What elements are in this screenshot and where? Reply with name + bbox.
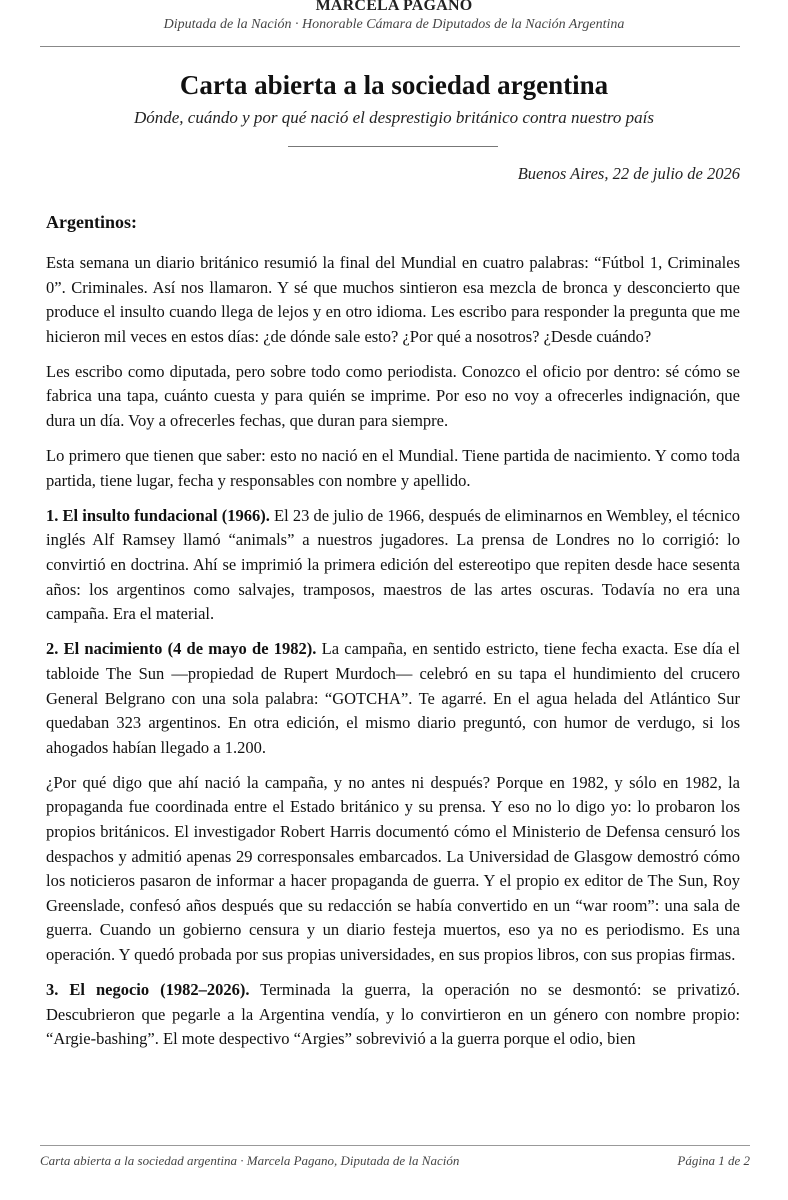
author-name: MARCELA PAGANO <box>315 0 473 14</box>
greeting: Argentinos: <box>46 212 137 232</box>
paragraph-text: Terminada la guerra, la operación no se desmontó: se privatizó. Descubrieron que pegarle a la Argentina vendía, y lo convirtieron en un género con nombre propio: “Argie-bashing”. El mote despectivo “Argies” sobrevivió a la guerra porque el odio, bien <box>46 980 740 1049</box>
paragraph <box>46 504 740 627</box>
paragraph-text: La campaña, en sentido estricto, tiene fecha exacta. Ese día el tabloide The Sun —propiedad de Rupert Murdoch— celebró en su tapa el hundimiento del crucero General Belgrano con una sola palabra: “GOTCHA”. Te agarré. En el agua helada del Atlántico Sur quedaban 323 argentinos. En otra edición, el mismo diario preguntó, con humor de verdugo, si los ahogados habían llegado a 1.200. <box>46 639 740 757</box>
paragraph-text: ¿Por qué digo que ahí nació la campaña, y no antes ni después? Porque en 1982, y sólo en 1982, la propaganda fue coordinada entre el Estado británico y su prensa. Y eso no lo digo yo: lo probaron los propios británicos. El investigador Robert Harris documentó cómo el Ministerio de Defensa censuró los despachos y admitió apenas 29 corresponsales embarcados. La Universidad de Glasgow demostró cómo los noticieros pasaron de informar a hacer propaganda de guerra. Y el propio ex editor de The Sun, Roy Greenslade, confesó años después que su redacción se había convertido en un “war room”: una sala de guerra. Cuando un gobierno censura y un diario festeja muertos, eso ya no es periodismo. Es una operación. Y quedó probada por sus propias universidades, en sus propios libros, con sus propias firmas. <box>46 772 740 964</box>
paragraph <box>46 637 740 760</box>
paragraph <box>46 978 740 1052</box>
author-role: Diputada de la Nación · Honorable Cámara de Diputados de la Nación Argentina <box>163 17 625 32</box>
paragraph <box>46 444 740 493</box>
document-subtitle: Dónde, cuándo y por qué nació el desprestigio británico contra nuestro país <box>133 108 654 127</box>
paragraph-lead: 3. El negocio (1982–2026). <box>46 980 250 1000</box>
page-footer <box>40 1153 750 1169</box>
page-header <box>0 0 788 33</box>
dateline: Buenos Aires, 22 de julio de 2026 <box>517 164 740 183</box>
paragraph-text: Les escribo como diputada, pero sobre todo como periodista. Conozco el oficio por dentro: sé cómo se fabrica una tapa, cuánto cuesta y para quién se imprime. Por eso no voy a ofrecerles indignación, que dura un día. Voy a ofrecerles fechas, que duran para siempre. <box>46 361 740 431</box>
letter-body <box>46 251 740 1062</box>
footer-document-info: Carta abierta a la sociedad argentina · Marcela Pagano, Diputada de la Nación <box>40 1153 460 1168</box>
page-number: Página 1 de 2 <box>677 1153 750 1168</box>
paragraph <box>46 771 740 968</box>
title-divider <box>288 146 498 147</box>
document-title: Carta abierta a la sociedad argentina <box>179 70 609 100</box>
paragraph <box>46 251 740 349</box>
paragraph <box>46 360 740 434</box>
paragraph-text: Esta semana un diario británico resumió la final del Mundial en cuatro palabras: “Fútbol 1, Criminales 0”. Criminales. Así nos llamaron. Y sé que muchos sintieron esa mezcla de bronca y desconcierto que produce el insulto cuando llega de lejos y en otro idioma. Les escribo para responder la pregunta que me hicieron mil veces en estos días: ¿de dónde sale esto? ¿Por qué a nosotros? ¿Desde cuándo? <box>46 253 740 346</box>
paragraph-lead: 1. El insulto fundacional (1966). <box>46 505 270 525</box>
footer-divider <box>40 1145 750 1146</box>
paragraph-text: Lo primero que tienen que saber: esto no nació en el Mundial. Tiene partida de nacimiento. Y como toda partida, tiene lugar, fecha y responsables con nombre y apellido. <box>46 446 740 490</box>
paragraph-text: El 23 de julio de 1966, después de eliminarnos en Wembley, el técnico inglés Alf Ramsey llamó “animals” a nuestros jugadores. La prensa de Londres no lo corrigió: lo convirtió en doctrina. Ahí se imprimió la primera edición del estereotipo que repiten desde hace sesenta años: los argentinos como salvajes, tramposos, maestros de las artes oscuras. Todavía no era una campaña. Era el material. <box>46 505 740 624</box>
paragraph-lead: 2. El nacimiento (4 de mayo de 1982). <box>46 639 317 659</box>
header-divider <box>40 46 740 47</box>
